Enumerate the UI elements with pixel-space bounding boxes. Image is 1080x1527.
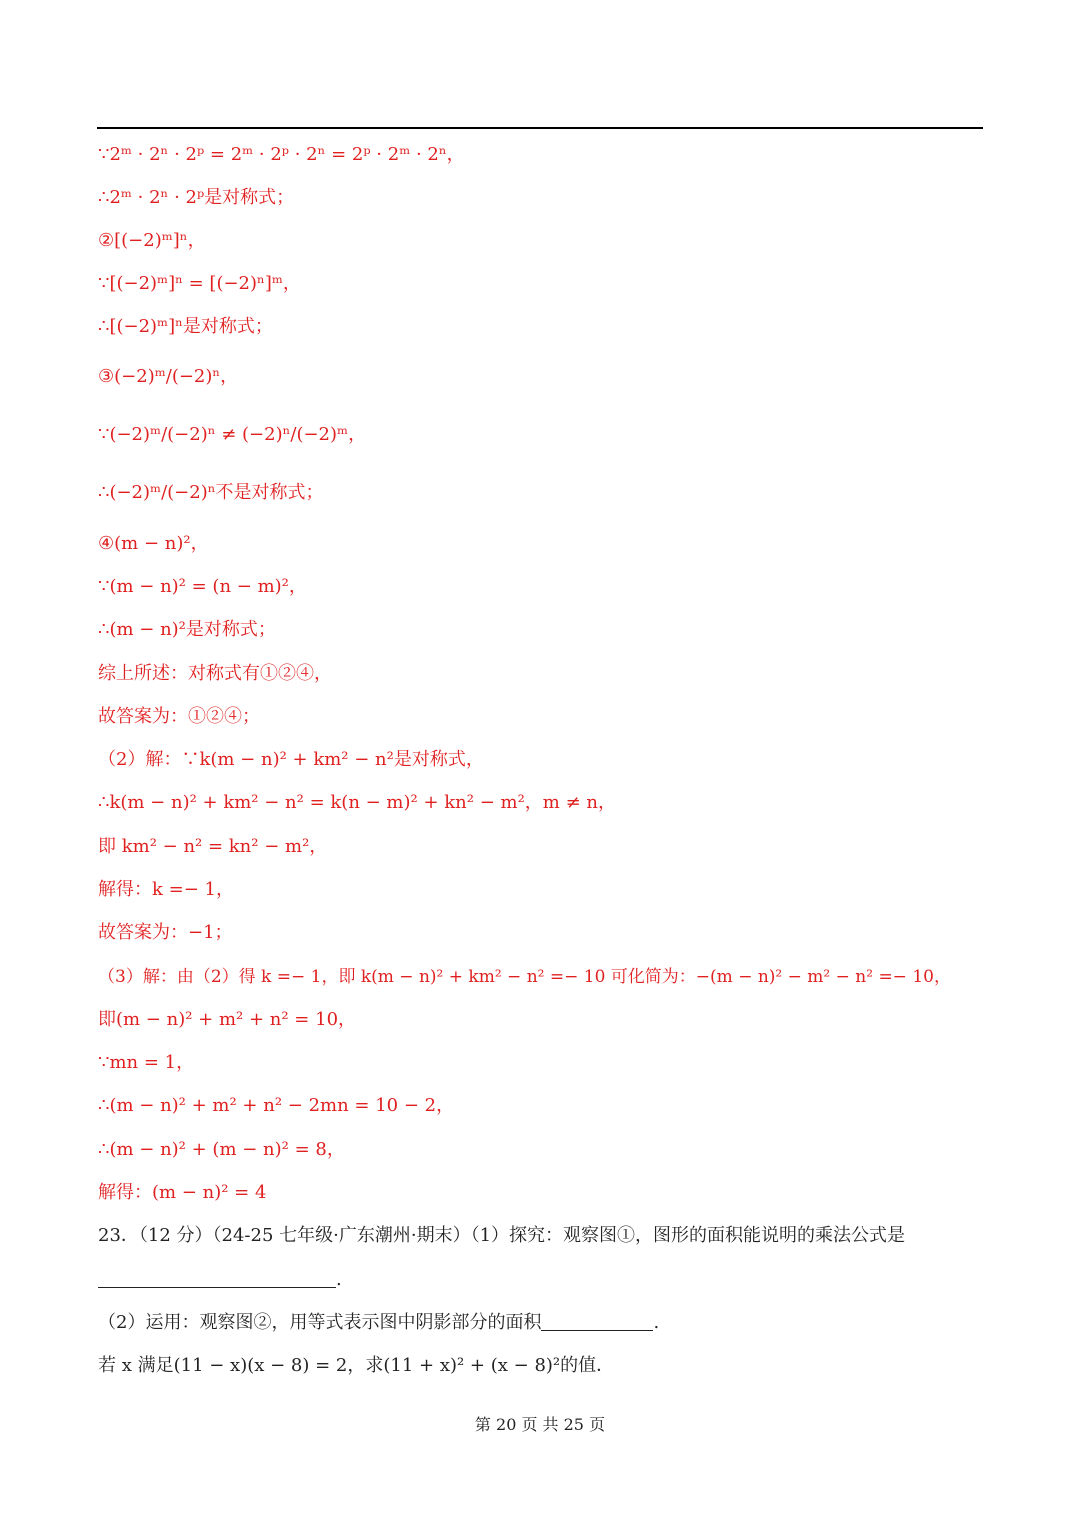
line-end-period: . [336,1269,342,1290]
solution-line: （3）解：由（2）得 k =− 1，即 k(m − n)² + km² − n² =− 10 可化简为：−(m − n)² − m² − n² =− 10， [98,967,951,987]
solution-line: ②[(−2)ᵐ]ⁿ， [98,230,206,251]
answer-blank [541,1308,653,1331]
question-23-line-3 [98,1306,659,1340]
solution-line: ∴(m − n)² + (m − n)² = 8， [98,1139,345,1160]
solution-line: 即 km² − n² = kn² − m²， [98,836,328,857]
solution-line: ③(−2)ᵐ/(−2)ⁿ， [98,366,239,387]
solution-line: ∴(m − n)² + m² + n² − 2mn = 10 − 2， [98,1095,455,1116]
solution-line: ④(m − n)²， [98,533,209,554]
answer-blank [98,1265,336,1288]
solution-line: ∴[(−2)ᵐ]ⁿ是对称式； [98,316,273,337]
solution-line: ∴(m − n)²是对称式； [98,619,276,640]
solution-line: 即(m − n)² + m² + n² = 10， [98,1009,357,1030]
solution-line: （2）解：∵k(m − n)² + km² − n²是对称式， [98,749,484,770]
question-23-line-4: 若 x 满足(11 − x)(x − 8) = 2，求(11 + x)² + (x − 8)²的值． [98,1355,615,1376]
solution-line: 故答案为：−1； [98,922,233,943]
line-end-period: . [653,1312,660,1333]
question-part-2-text: （2）运用：观察图②，用等式表示图中阴影部分的面积 [98,1312,542,1333]
solution-line: ∵(−2)ᵐ/(−2)ⁿ ≠ (−2)ⁿ/(−2)ᵐ， [98,424,367,445]
solution-line: 故答案为：①②④； [98,706,260,727]
solution-line: ∵(m − n)² = (n − m)²， [98,576,307,597]
solution-line: ∵mn = 1， [98,1052,195,1073]
solution-line: 解得：(m − n)² = 4 [98,1182,267,1203]
question-23-line-2 [98,1263,342,1297]
solution-line: ∵2ᵐ · 2ⁿ · 2ᵖ = 2ᵐ · 2ᵖ · 2ⁿ = 2ᵖ · 2ᵐ · 2ⁿ， [98,144,465,165]
solution-line: ∵[(−2)ᵐ]ⁿ = [(−2)ⁿ]ᵐ， [98,273,301,294]
solution-line: 综上所述：对称式有①②④， [98,663,332,684]
solution-line: ∴(−2)ᵐ/(−2)ⁿ不是对称式； [98,482,324,503]
solution-line: 解得：k =− 1， [98,879,234,900]
question-23-line-1: 23．（12 分）（24-25 七年级·广东潮州·期末）（1）探究：观察图①，图形的面积能说明的乘法公式是 [98,1225,906,1246]
solution-line: ∴2ᵐ · 2ⁿ · 2ᵖ是对称式； [98,187,295,208]
solution-line: ∴k(m − n)² + km² − n² = k(n − m)² + kn² − m²，m ≠ n， [98,792,616,813]
header-rule [97,127,983,129]
page-footer: 第 20 页 共 25 页 [474,1415,606,1434]
